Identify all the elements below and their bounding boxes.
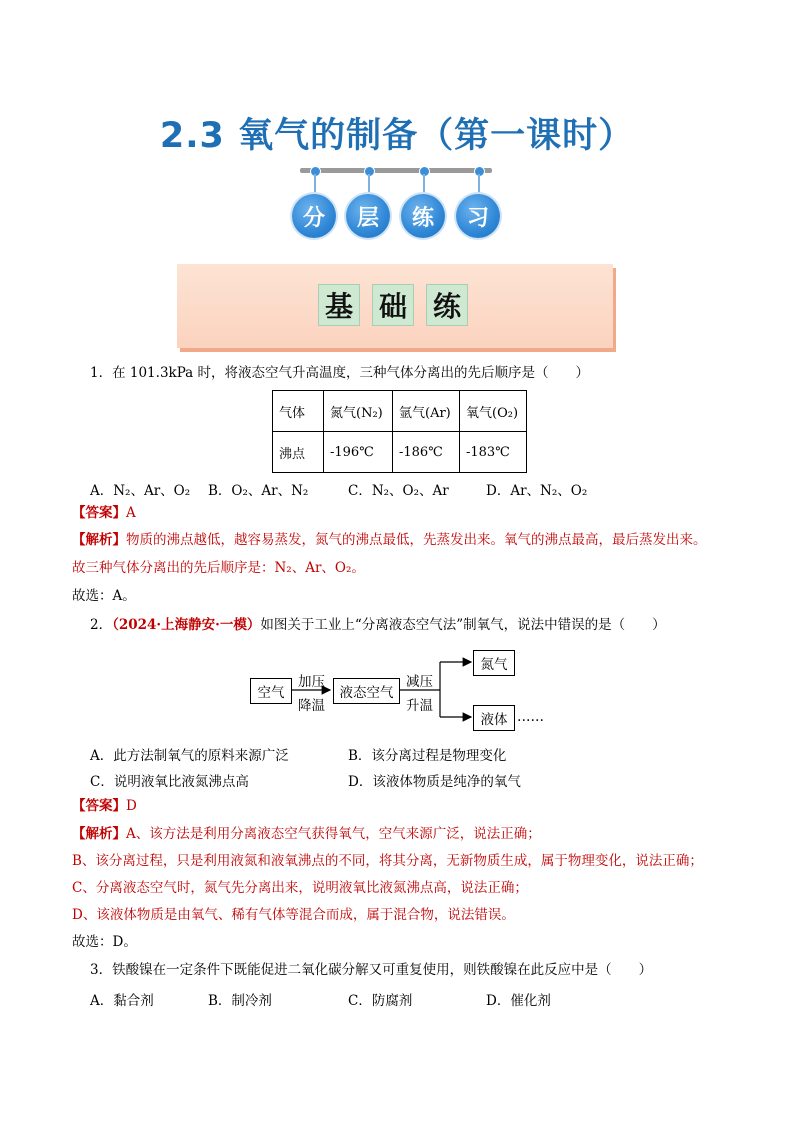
q2-option-b: B．该分离过程是物理变化: [348, 748, 507, 764]
q1-analysis-cont: 故三种气体分离出的先后顺序是：N₂、Ar、O₂。: [72, 560, 365, 576]
table-cell: -183℃: [460, 432, 527, 473]
flow-box-air: 空气: [250, 678, 292, 704]
q1-stem: 1．在 101.3kPa 时，将液态空气升高温度，三种气体分离出的先后顺序是（ ）: [90, 365, 590, 381]
answer-value: D: [126, 798, 137, 814]
q1-analysis: [72, 531, 707, 549]
q2-number: 2．: [90, 617, 113, 633]
q2-stem: [90, 616, 666, 634]
q2-answer: [72, 797, 137, 815]
table-cell: -186℃: [393, 432, 460, 473]
table-row: [273, 391, 527, 432]
flow-ellipsis: ……: [517, 709, 544, 725]
q3-option-b: B．制冷剂: [208, 993, 272, 1009]
flow-label: 升温: [406, 698, 433, 714]
page-title: 2.3 氧气的制备（第一课时）: [159, 116, 635, 156]
q2-option-d: D．该液体物质是纯净的氧气: [348, 774, 521, 790]
q1-choose: 故选：A。: [72, 588, 136, 604]
analysis-label: 【解析】: [72, 532, 126, 548]
decoration-bar: [300, 168, 492, 173]
q2-analysis-c: C、分离液态空气时，氮气先分离出来，说明液氧比液氮沸点高，说法正确；: [72, 880, 528, 896]
q2-option-a: A．此方法制氧气的原料来源广泛: [90, 748, 289, 764]
q2-option-c: C．说明液氧比液氮沸点高: [90, 774, 249, 790]
answer-label: 【答案】: [72, 505, 126, 521]
badge-circle: 层: [346, 194, 390, 238]
q3-option-a: A．黏合剂: [90, 993, 154, 1009]
q2-stem-text: 如图关于工业上“分离液态空气法”制氧气，说法中错误的是（ ）: [260, 617, 666, 633]
flow-label: 减压: [406, 674, 433, 690]
flow-box-liquid-air: 液态空气: [333, 678, 400, 704]
analysis-label: 【解析】: [72, 826, 126, 842]
table-cell: -196℃: [324, 432, 393, 473]
flow-label: 降温: [298, 698, 325, 714]
banner-char: 练: [426, 284, 468, 326]
q2-source: （2024·上海静安·一模）: [112, 617, 261, 633]
table-cell: 氧气(O₂): [460, 391, 527, 432]
q2-analysis-d: D、该液体物质是由氧气、稀有气体等混合而成，属于混合物，说法错误。: [72, 907, 515, 923]
badge-circle: 练: [401, 194, 445, 238]
q2-choose: 故选：D。: [72, 934, 137, 950]
table-cell: 气体: [273, 391, 324, 432]
q3-stem: 3．铁酸镍在一定条件下既能促进二氧化碳分解又可重复使用，则铁酸镍在此反应中是（ ）: [90, 962, 653, 978]
flow-box-nitrogen: 氮气: [473, 650, 515, 676]
q1-option-a: A．N₂、Ar、O₂: [90, 483, 191, 499]
table-cell: 氮气(N₂): [324, 391, 393, 432]
q1-answer: [72, 504, 136, 522]
badge-circle: 分: [292, 194, 336, 238]
table-cell: 氩气(Ar): [393, 391, 460, 432]
answer-value: A: [126, 505, 136, 521]
q2-analysis-b: B、该分离过程，只是利用液氮和液氧沸点的不同，将其分离，无新物质生成，属于物理变化，说法正确；: [72, 853, 703, 869]
table-row: [273, 432, 527, 473]
flow-box-liquid: 液体: [473, 705, 515, 731]
q1-option-c: C．N₂、O₂、Ar: [348, 483, 449, 499]
answer-label: 【答案】: [72, 798, 126, 814]
table-cell: 沸点: [273, 432, 324, 473]
q1-option-b: B．O₂、Ar、N₂: [208, 483, 309, 499]
boiling-point-table: [272, 390, 527, 473]
q3-option-d: D．催化剂: [486, 993, 551, 1009]
analysis-text: A、该方法是利用分离液态空气获得氧气，空气来源广泛，说法正确；: [126, 826, 541, 842]
banner-char: 础: [372, 284, 414, 326]
badge-circle: 习: [456, 194, 500, 238]
q3-option-c: C．防腐剂: [348, 993, 413, 1009]
banner-char: 基: [318, 284, 360, 326]
q2-analysis: [72, 825, 541, 843]
analysis-text: 物质的沸点越低，越容易蒸发，氮气的沸点最低，先蒸发出来。氧气的沸点最高，最后蒸发出来。: [126, 532, 707, 548]
flow-label: 加压: [298, 674, 325, 690]
q1-option-d: D．Ar、N₂、O₂: [486, 483, 588, 499]
